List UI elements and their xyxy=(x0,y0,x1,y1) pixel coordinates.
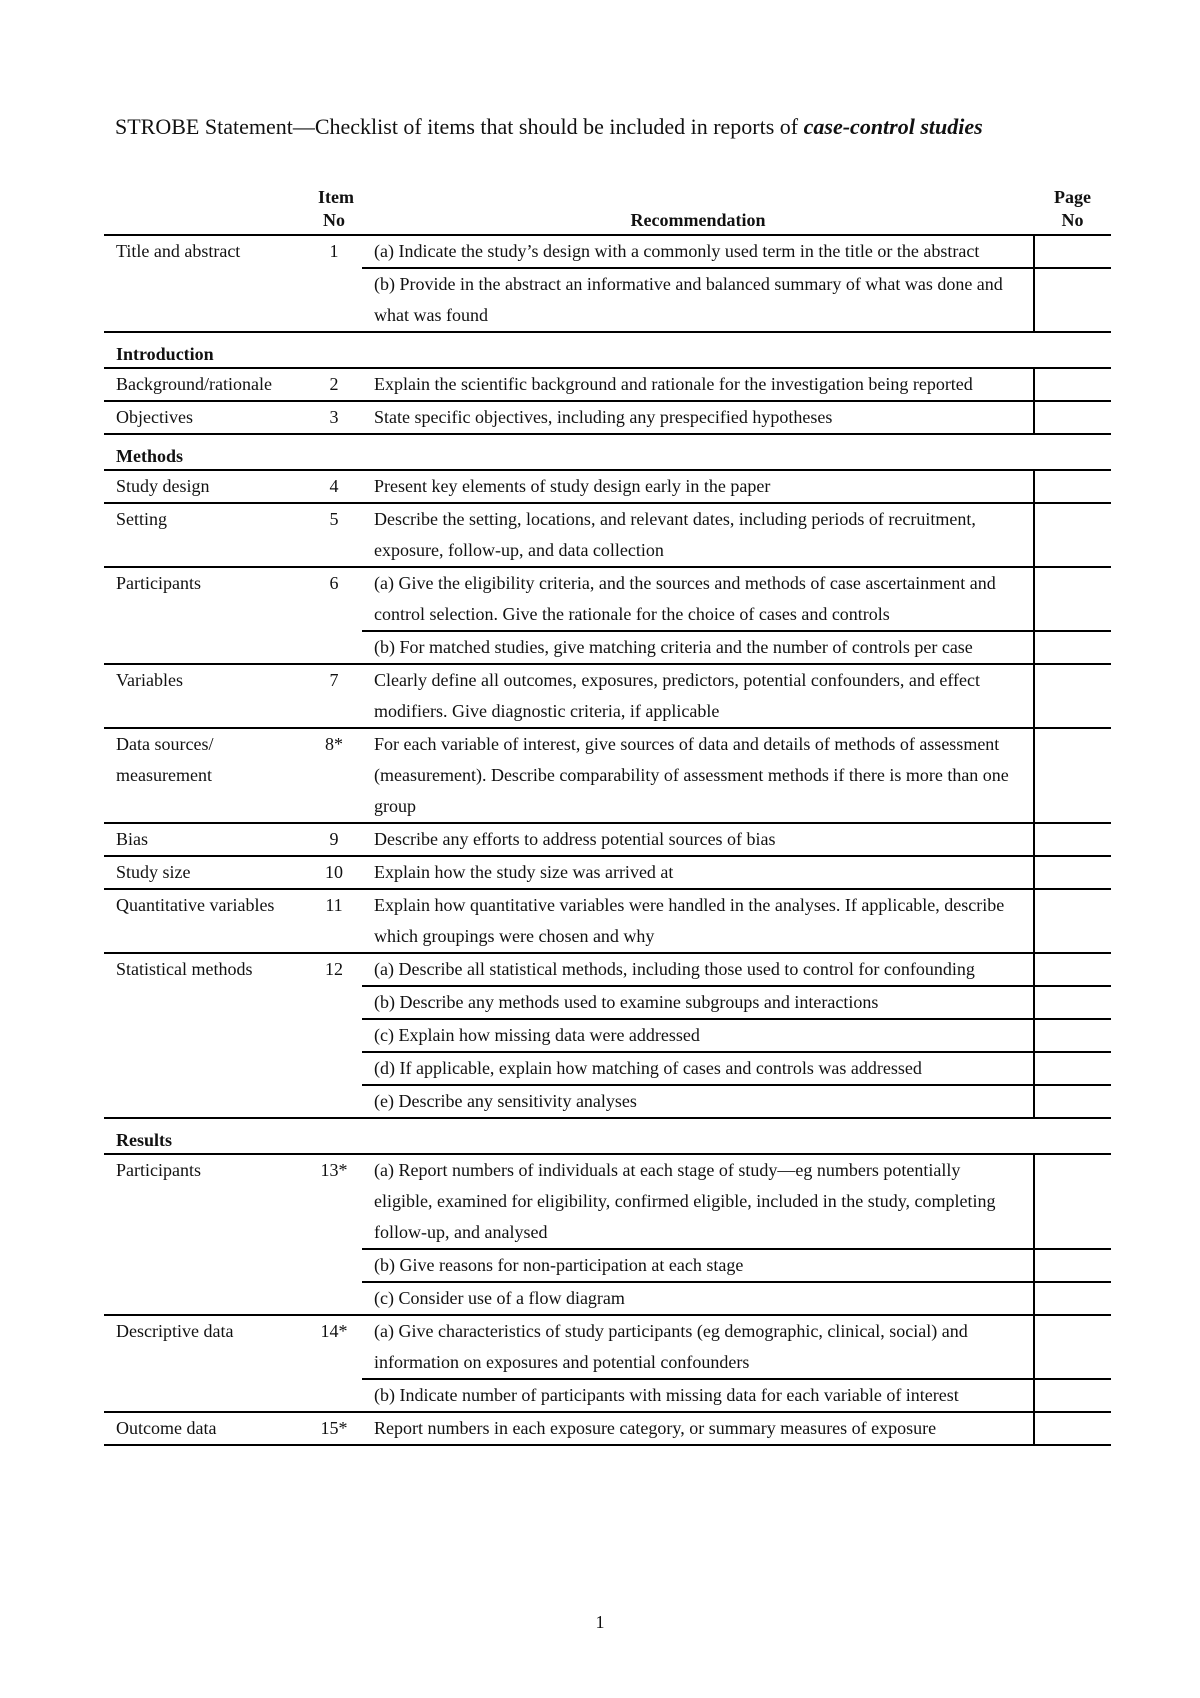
page-no-cell xyxy=(1034,1282,1111,1315)
row-recommendation: (d) If applicable, explain how matching of cases and controls was addressed xyxy=(362,1052,1034,1085)
page-no-cell xyxy=(1034,1412,1111,1445)
row-recommendation: (b) Indicate number of participants with missing data for each variable of interest xyxy=(362,1379,1034,1412)
section-row-introduction xyxy=(104,332,1111,368)
row-recommendation: (a) Give characteristics of study participants (eg demographic, clinical, social) and information on exposures and potential confounders xyxy=(362,1315,1034,1379)
section-row-methods xyxy=(104,434,1111,470)
page-no-cell xyxy=(1034,1154,1111,1249)
page-no-cell xyxy=(1034,1085,1111,1118)
row-item-no: 6 xyxy=(306,567,362,664)
page-no-cell xyxy=(1034,631,1111,664)
row-recommendation: (b) For matched studies, give matching criteria and the number of controls per case xyxy=(362,631,1034,664)
row-recommendation: Report numbers in each exposure category, or summary measures of exposure xyxy=(362,1412,1034,1445)
page-no-cell xyxy=(1034,567,1111,631)
row-label: Statistical methods xyxy=(104,953,306,1118)
table-row xyxy=(104,1412,1111,1445)
row-recommendation: (b) Give reasons for non-participation at each stage xyxy=(362,1249,1034,1282)
row-label: Participants xyxy=(104,1154,306,1315)
checklist-table xyxy=(104,186,1111,1446)
page-no-cell xyxy=(1034,470,1111,503)
row-label: Study size xyxy=(104,856,306,889)
row-recommendation: (a) Give the eligibility criteria, and the sources and methods of case ascertainment and control selection. Give the rationale for the choice of cases and controls xyxy=(362,567,1034,631)
row-recommendation: State specific objectives, including any prespecified hypotheses xyxy=(362,401,1034,434)
row-item-no: 9 xyxy=(306,823,362,856)
row-label: Outcome data xyxy=(104,1412,306,1445)
table-row xyxy=(104,664,1111,728)
page-no-cell xyxy=(1034,664,1111,728)
row-item-no: 8* xyxy=(306,728,362,823)
page-no-cell xyxy=(1034,235,1111,268)
row-item-no: 14* xyxy=(306,1315,362,1412)
row-label: Setting xyxy=(104,503,306,567)
row-recommendation: (c) Consider use of a flow diagram xyxy=(362,1282,1034,1315)
page-no-cell xyxy=(1034,1249,1111,1282)
title-emphasis: case-control studies xyxy=(803,114,983,139)
row-recommendation: Explain how the study size was arrived at xyxy=(362,856,1034,889)
table-row xyxy=(104,823,1111,856)
row-recommendation: Present key elements of study design early in the paper xyxy=(362,470,1034,503)
row-item-no: 5 xyxy=(306,503,362,567)
row-item-no: 10 xyxy=(306,856,362,889)
page-no-cell xyxy=(1034,268,1111,332)
table-row xyxy=(104,1315,1111,1379)
row-item-no: 2 xyxy=(306,368,362,401)
page-no-cell xyxy=(1034,401,1111,434)
document-title xyxy=(115,114,983,140)
row-label: Title and abstract xyxy=(104,235,306,332)
table-row xyxy=(104,235,1111,268)
page-no-cell xyxy=(1034,368,1111,401)
page-no-cell xyxy=(1034,1019,1111,1052)
page-no-cell xyxy=(1034,728,1111,823)
header-recommendation: Recommendation xyxy=(362,186,1034,235)
row-item-no: 4 xyxy=(306,470,362,503)
page-no-cell xyxy=(1034,953,1111,986)
row-label: Quantitative variables xyxy=(104,889,306,953)
header-blank xyxy=(104,186,306,235)
page-no-cell xyxy=(1034,856,1111,889)
section-heading: Methods xyxy=(104,434,1111,470)
row-recommendation: (c) Explain how missing data were addressed xyxy=(362,1019,1034,1052)
section-heading: Introduction xyxy=(104,332,1111,368)
row-label: Data sources/ measurement xyxy=(104,728,306,823)
row-recommendation: For each variable of interest, give sources of data and details of methods of assessment (measurement). Describe comparability of assessment methods if there is more than one group xyxy=(362,728,1034,823)
row-label: Variables xyxy=(104,664,306,728)
row-label: Participants xyxy=(104,567,306,664)
row-item-no: 1 xyxy=(306,235,362,332)
row-recommendation: Explain the scientific background and rationale for the investigation being reported xyxy=(362,368,1034,401)
row-recommendation: (b) Provide in the abstract an informative and balanced summary of what was done and what was found xyxy=(362,268,1034,332)
row-recommendation: (a) Report numbers of individuals at each stage of study—eg numbers potentially eligible, examined for eligibility, confirmed eligible, included in the study, completing follow-up, and analysed xyxy=(362,1154,1034,1249)
section-heading: Results xyxy=(104,1118,1111,1154)
row-recommendation: Explain how quantitative variables were handled in the analyses. If applicable, describe which groupings were chosen and why xyxy=(362,889,1034,953)
row-label: Background/rationale xyxy=(104,368,306,401)
table-row xyxy=(104,953,1111,986)
table-row xyxy=(104,856,1111,889)
row-item-no: 12 xyxy=(306,953,362,1118)
row-item-no: 15* xyxy=(306,1412,362,1445)
table-row xyxy=(104,470,1111,503)
row-item-no: 3 xyxy=(306,401,362,434)
page-no-cell xyxy=(1034,823,1111,856)
row-recommendation: (a) Describe all statistical methods, including those used to control for confounding xyxy=(362,953,1034,986)
row-label: Objectives xyxy=(104,401,306,434)
row-recommendation: Describe the setting, locations, and relevant dates, including periods of recruitment, exposure, follow-up, and data collection xyxy=(362,503,1034,567)
row-item-no: 13* xyxy=(306,1154,362,1315)
page-no-cell xyxy=(1034,503,1111,567)
row-label: Study design xyxy=(104,470,306,503)
page-no-cell xyxy=(1034,1379,1111,1412)
table-header-row xyxy=(104,186,1111,235)
header-item-no: Item No xyxy=(306,186,362,235)
page-no-cell xyxy=(1034,986,1111,1019)
section-row-results xyxy=(104,1118,1111,1154)
table-row xyxy=(104,889,1111,953)
table-row xyxy=(104,728,1111,823)
table-row xyxy=(104,1154,1111,1249)
row-recommendation: Describe any efforts to address potential sources of bias xyxy=(362,823,1034,856)
row-label: Descriptive data xyxy=(104,1315,306,1412)
row-recommendation: Clearly define all outcomes, exposures, predictors, potential confounders, and effect modifiers. Give diagnostic criteria, if applicable xyxy=(362,664,1034,728)
row-recommendation: (e) Describe any sensitivity analyses xyxy=(362,1085,1034,1118)
title-prefix: STROBE Statement—Checklist of items that should be included in reports of xyxy=(115,114,804,139)
row-recommendation: (a) Indicate the study’s design with a commonly used term in the title or the abstract xyxy=(362,235,1034,268)
table-row xyxy=(104,368,1111,401)
row-item-no: 11 xyxy=(306,889,362,953)
header-page-no: Page No xyxy=(1034,186,1111,235)
table-row xyxy=(104,401,1111,434)
page-number: 1 xyxy=(595,1612,605,1632)
table-row xyxy=(104,567,1111,631)
row-item-no: 7 xyxy=(306,664,362,728)
page-no-cell xyxy=(1034,1315,1111,1379)
row-recommendation: (b) Describe any methods used to examine subgroups and interactions xyxy=(362,986,1034,1019)
row-label: Bias xyxy=(104,823,306,856)
page-no-cell xyxy=(1034,1052,1111,1085)
page-no-cell xyxy=(1034,889,1111,953)
table-row xyxy=(104,503,1111,567)
